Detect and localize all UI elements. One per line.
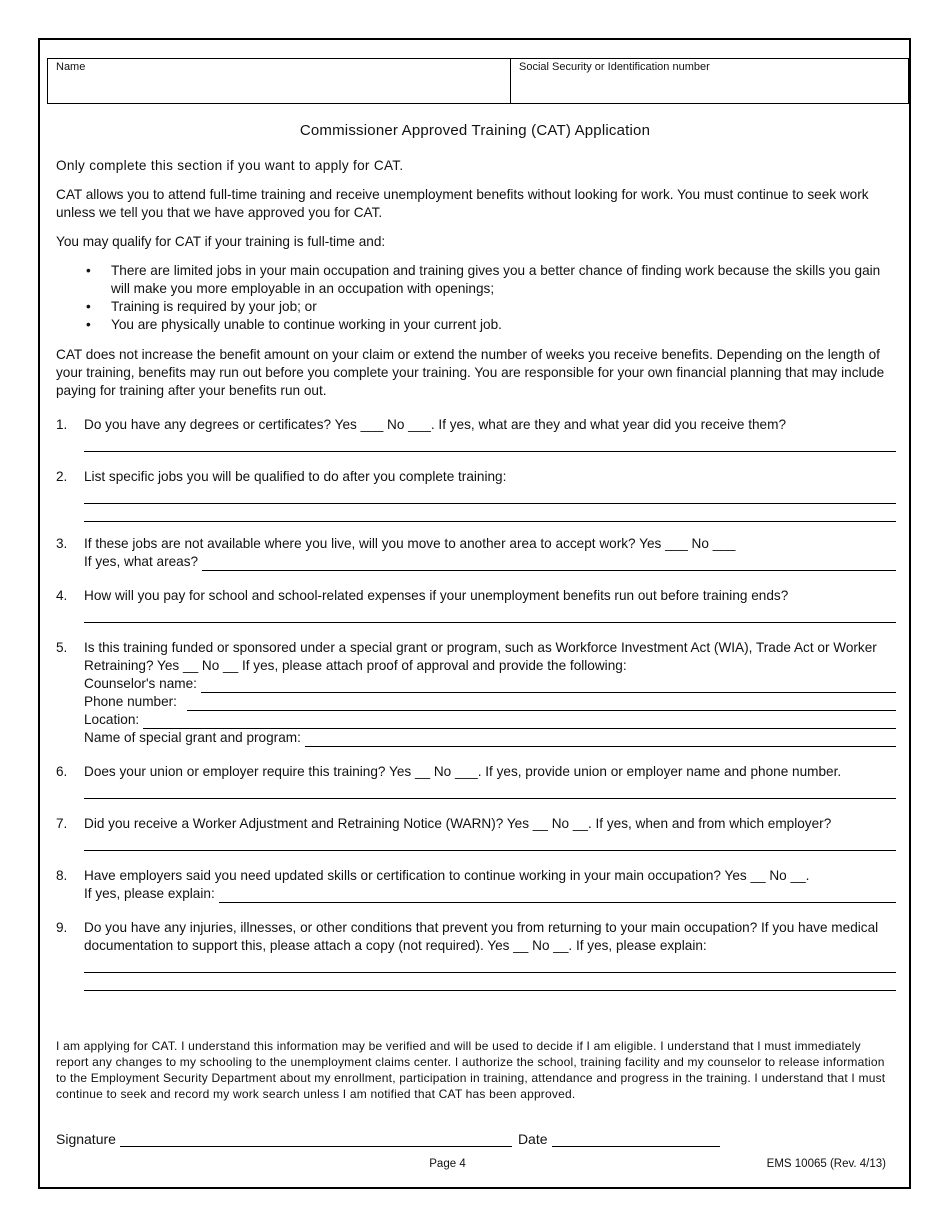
form-body bbox=[56, 157, 896, 1007]
question-3 bbox=[56, 535, 896, 571]
signature-label: Signature bbox=[56, 1131, 116, 1147]
question-text: List specific jobs you will be qualified to do after you complete training: bbox=[84, 469, 507, 484]
counselor-label: Counselor's name: bbox=[84, 676, 197, 691]
question-8 bbox=[56, 867, 896, 903]
intro-text: Only complete this section if you want to apply for CAT. bbox=[56, 158, 404, 173]
date-line[interactable] bbox=[552, 1132, 720, 1147]
question-text: If these jobs are not available where you live, will you move to another area to accept work? Yes ___ No ___ bbox=[84, 536, 736, 551]
signature-line[interactable] bbox=[120, 1132, 512, 1147]
question-text: Does your union or employer require this training? Yes __ No ___. If yes, provide union or employer name and phone number. bbox=[84, 764, 842, 779]
page-title: Commissioner Approved Training (CAT) Application bbox=[299, 122, 651, 139]
question-9 bbox=[56, 919, 896, 991]
question-text: Have employers said you need updated skills or certification to continue working in your main occupation? Yes __ No __. bbox=[84, 868, 810, 883]
cat-description: CAT allows you to attend full-time training and receive unemployment benefits without looking for work. You must continue to seek work unless we tell you that we have approved you for CAT. bbox=[56, 187, 869, 220]
answer-line[interactable] bbox=[84, 486, 896, 504]
answer-line[interactable] bbox=[84, 504, 896, 522]
name-label: Name bbox=[56, 61, 86, 73]
question-number: 6. bbox=[56, 764, 68, 779]
location-label: Location: bbox=[84, 712, 140, 727]
question-text: Did you receive a Worker Adjustment and Retraining Notice (WARN)? Yes __ No __. If yes, when and from which employer? bbox=[84, 816, 832, 831]
question-number: 5. bbox=[56, 640, 68, 655]
question-text: Do you have any degrees or certificates? Yes ___ No ___. If yes, what are they and what year did you receive them? bbox=[84, 417, 787, 432]
question-6 bbox=[56, 763, 896, 799]
header-fields bbox=[47, 58, 909, 104]
areas-label: If yes, what areas? bbox=[84, 554, 199, 569]
benefit-notice: CAT does not increase the benefit amount on your claim or extend the number of weeks you receive benefits. Depending on the length of your training, benefits may run out before you complete your training. You are responsible for your own financial planning that may include paying for training after your benefits run out. bbox=[56, 347, 885, 398]
grant-label: Name of special grant and program: bbox=[84, 730, 301, 745]
question-4 bbox=[56, 587, 896, 623]
list-item: • You are physically unable to continue working in your current job. bbox=[56, 316, 896, 334]
list-item: • There are limited jobs in your main occupation and training gives you a better chance of finding work because the skills you gain will make you more employable in an occupation with openings; bbox=[56, 262, 896, 298]
location-line[interactable] bbox=[143, 715, 896, 729]
form-id: EMS 10065 (Rev. 4/13) bbox=[766, 1158, 886, 1170]
question-number: 1. bbox=[56, 417, 68, 432]
explain-label: If yes, please explain: bbox=[84, 886, 215, 901]
question-text: How will you pay for school and school-related expenses if your unemployment benefits run out before training ends? bbox=[84, 588, 789, 603]
ssn-label: Social Security or Identification number bbox=[519, 61, 710, 73]
question-text: Is this training funded or sponsored under a special grant or program, such as Workforce Investment Act (WIA), Trade Act or Worker Retraining? Yes __ No __ If yes, please attach proof of approval and provide the following: bbox=[84, 640, 877, 673]
question-number: 2. bbox=[56, 469, 68, 484]
question-number: 7. bbox=[56, 816, 68, 831]
phone-label: Phone number: bbox=[84, 694, 177, 709]
page-number: Page 4 bbox=[429, 1158, 466, 1170]
question-number: 4. bbox=[56, 588, 68, 603]
counselor-line[interactable] bbox=[201, 679, 896, 693]
answer-line[interactable] bbox=[84, 833, 896, 851]
question-2 bbox=[56, 468, 896, 522]
question-number: 9. bbox=[56, 920, 68, 935]
answer-line[interactable] bbox=[84, 973, 896, 991]
answer-line[interactable] bbox=[84, 781, 896, 799]
ssn-field[interactable] bbox=[511, 59, 908, 103]
date-label: Date bbox=[517, 1131, 548, 1147]
answer-line[interactable] bbox=[84, 434, 896, 452]
answer-line[interactable] bbox=[84, 605, 896, 623]
question-7 bbox=[56, 815, 896, 851]
question-number: 3. bbox=[56, 536, 68, 551]
grant-line[interactable] bbox=[305, 733, 896, 747]
list-item: • Training is required by your job; or bbox=[56, 298, 896, 316]
question-1 bbox=[56, 416, 896, 452]
name-field[interactable] bbox=[48, 59, 511, 103]
qualify-list bbox=[56, 262, 896, 334]
signature-row bbox=[56, 1131, 720, 1147]
question-5 bbox=[56, 639, 896, 747]
explain-line[interactable] bbox=[219, 889, 896, 903]
certification-statement: I am applying for CAT. I understand this information may be verified and will be used to decide if I am eligible. I understand that I must immediately report any changes to my schooling to the unemployment claims center. I authorize the school, training facility and my counselor to release information to the Employment Security Department about my enrollment, participation in training, attendance and progress in the training. I understand that I must continue to seek and record my work search unless I am notified that CAT has been approved. bbox=[56, 1039, 886, 1101]
answer-line[interactable] bbox=[84, 955, 896, 973]
areas-line[interactable] bbox=[202, 557, 896, 571]
qualify-text: You may qualify for CAT if your training is full-time and: bbox=[56, 234, 386, 249]
question-number: 8. bbox=[56, 868, 68, 883]
phone-line[interactable] bbox=[187, 697, 896, 711]
question-text: Do you have any injuries, illnesses, or other conditions that prevent you from returning to your main occupation? If you have medical documentation to support this, please attach a copy (not required). Yes __ No __. If yes, please explain: bbox=[84, 920, 879, 953]
